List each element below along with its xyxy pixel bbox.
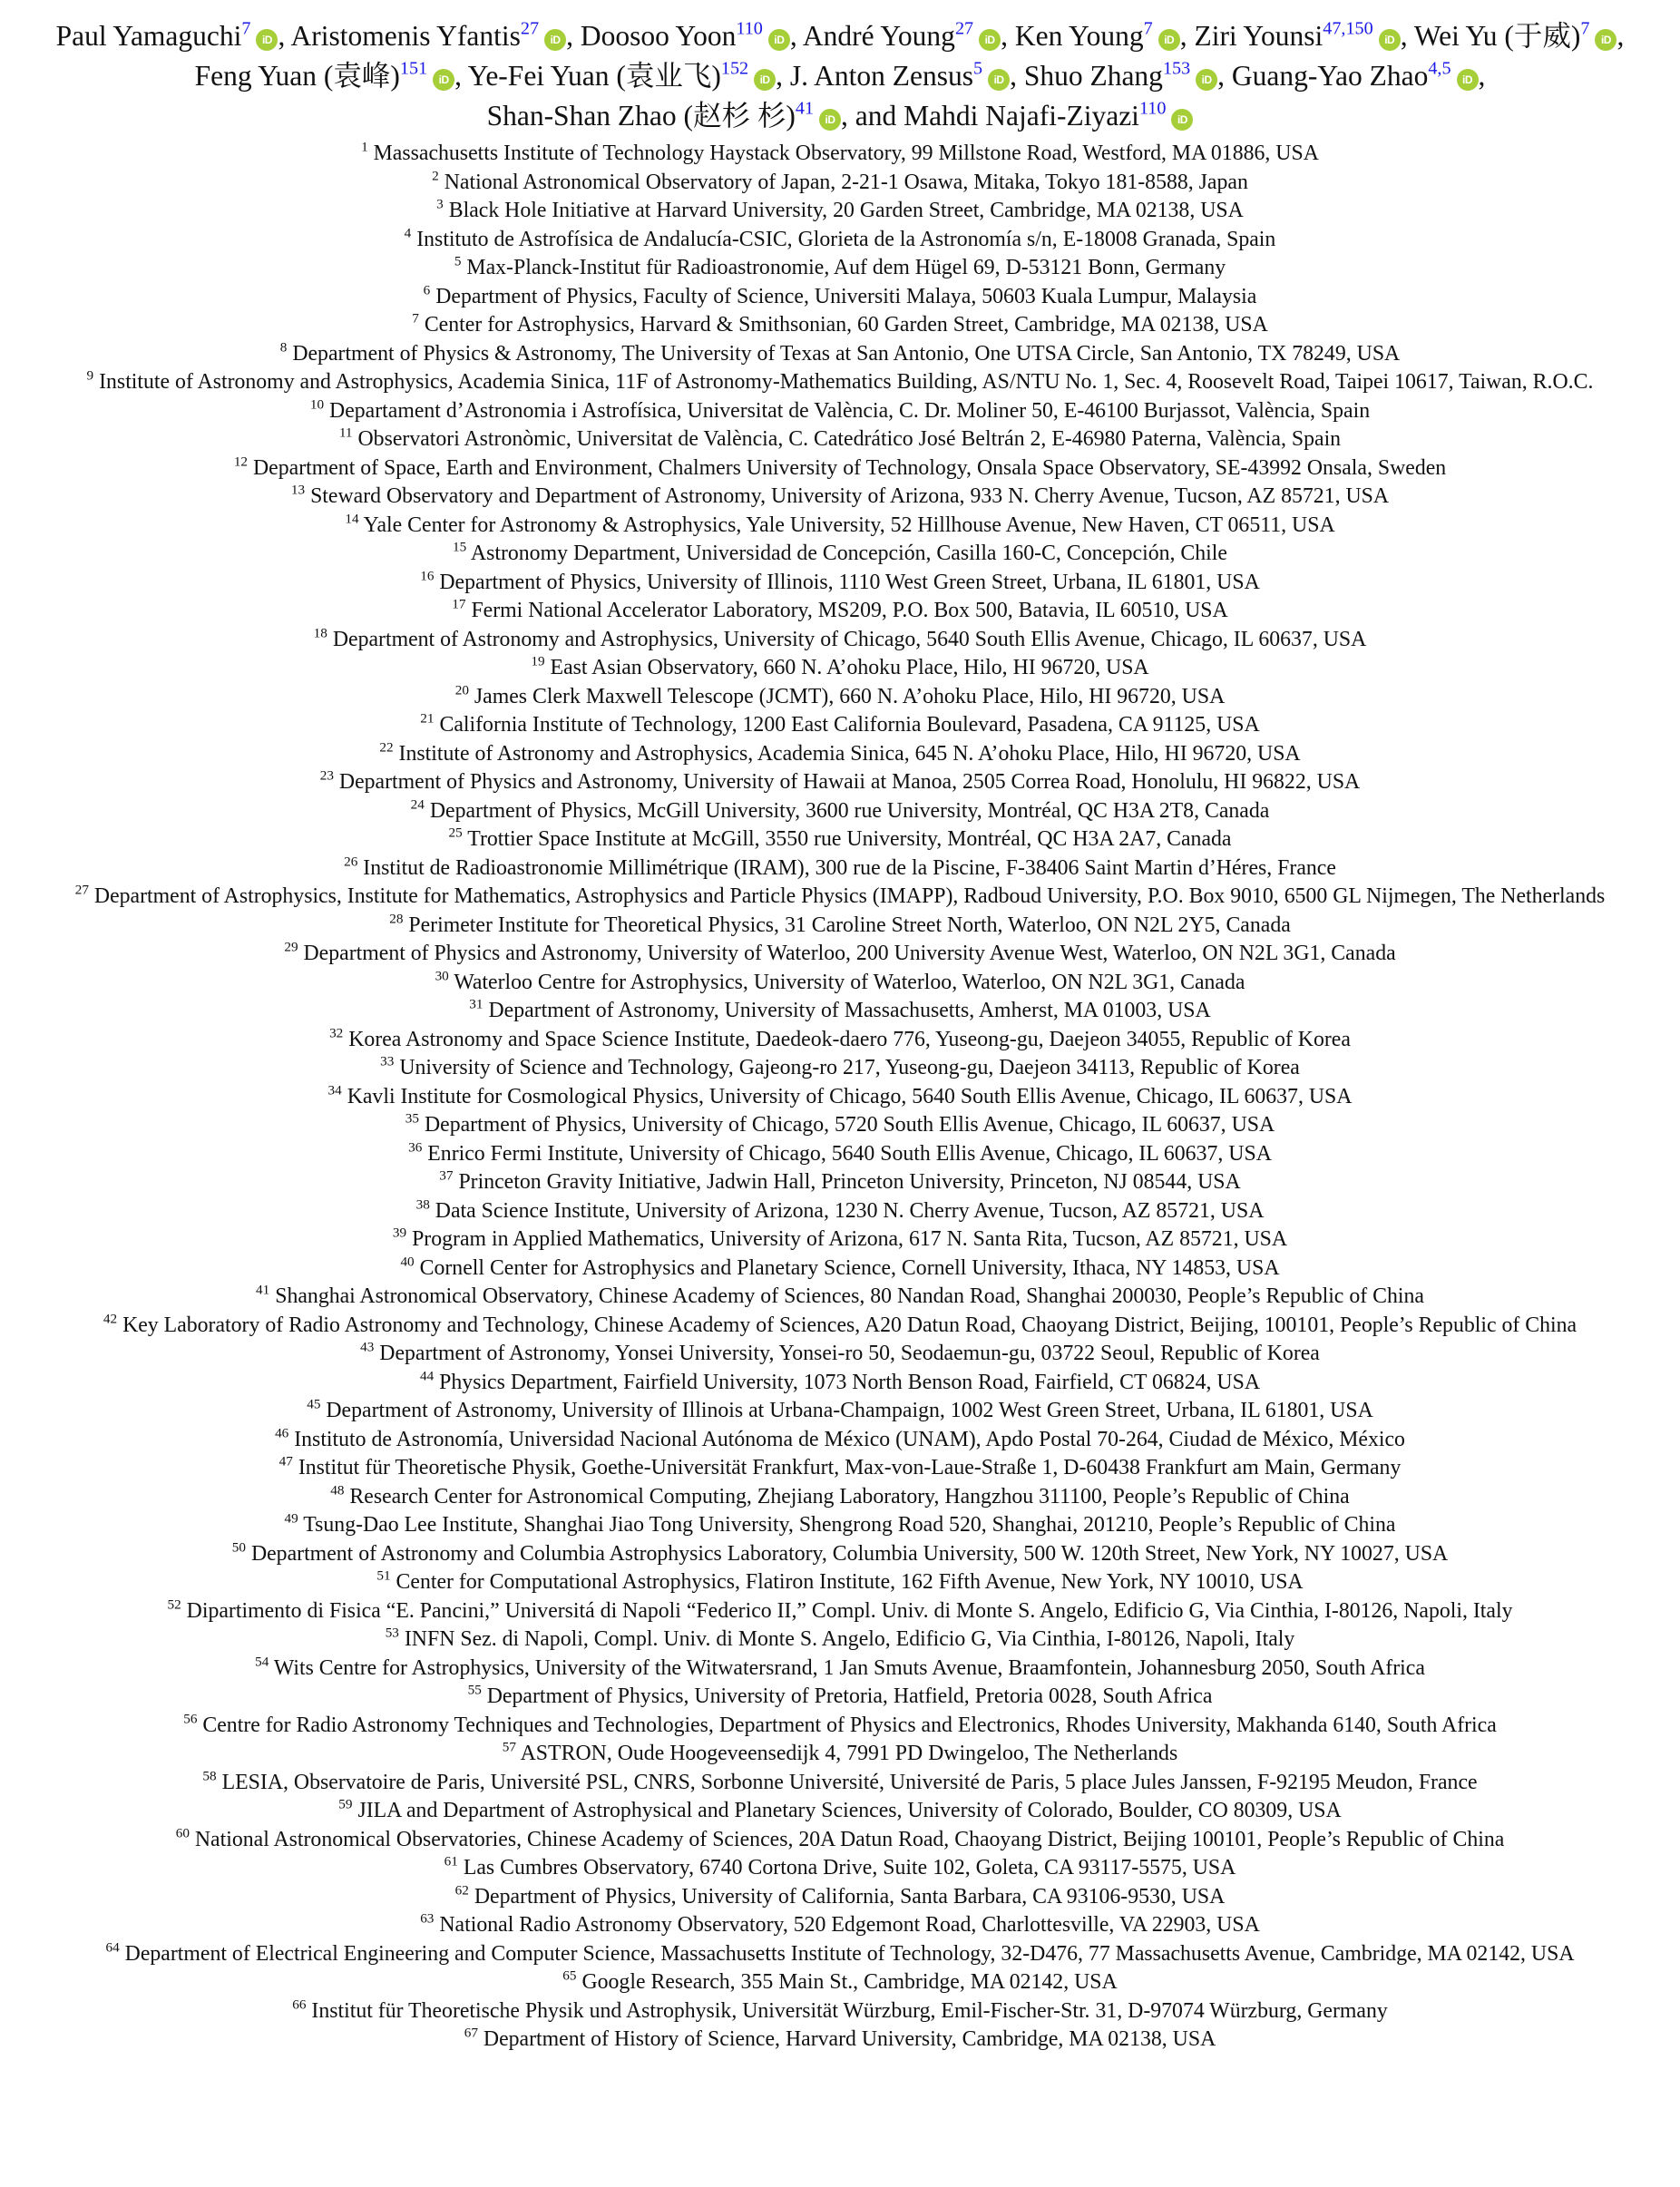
affiliation-number: 31 xyxy=(469,996,483,1012)
author-entry xyxy=(290,20,566,52)
affiliation-text: Department of Physics, McGill University, 3600 rue University, Montréal, QC H3A 2T8, Canada xyxy=(429,798,1270,823)
affiliation-item xyxy=(20,1997,1660,2026)
author-affiliation-link[interactable]: 152 xyxy=(720,58,749,79)
affiliation-item xyxy=(20,1826,1660,1855)
affiliation-item xyxy=(20,654,1660,683)
affiliation-text: Institut für Theoretische Physik, Goethe-Universität Frankfurt, Max-von-Laue-Straße 1, D-60438 Frankfurt am Main, Germany xyxy=(298,1456,1402,1479)
affiliation-text: Centre for Radio Astronomy Techniques and Technologies, Department of Physics and Electronics, Rhodes University, Makhanda 6140, South Africa xyxy=(202,1713,1497,1737)
affiliation-number: 45 xyxy=(307,1396,321,1412)
affiliation-text: Trottier Space Institute at McGill, 3550 rue University, Montréal, QC H3A 2A7, Canada xyxy=(467,827,1232,851)
affiliation-item xyxy=(20,1111,1660,1140)
affiliation-number: 54 xyxy=(255,1654,269,1670)
affiliation-text: Max-Planck-Institut für Radioastronomie, Auf dem Hügel 69, D-53121 Bonn, Germany xyxy=(466,256,1226,279)
affiliation-item xyxy=(20,1683,1660,1712)
affiliation-text: Research Center for Astronomical Computing, Zhejiang Laboratory, Hangzhou 311100, People’s Republic of China xyxy=(349,1484,1350,1508)
affiliation-item xyxy=(20,1940,1660,1969)
affiliation-number: 60 xyxy=(175,1825,190,1841)
author-name: Feng Yuan (袁峰) xyxy=(194,60,400,92)
affiliation-text: Fermi National Accelerator Laboratory, MS209, P.O. Box 500, Batavia, IL 60510, USA xyxy=(471,599,1228,622)
affiliation-number: 27 xyxy=(74,882,89,898)
orcid-icon[interactable]: iD xyxy=(433,69,454,91)
affiliation-text: Princeton Gravity Initiative, Jadwin Hall, Princeton University, Princeton, NJ 08544, USA xyxy=(458,1170,1241,1194)
affiliation-number: 1 xyxy=(361,139,368,155)
affiliation-number: 38 xyxy=(415,1196,430,1213)
affiliation-number: 52 xyxy=(167,1596,181,1613)
affiliation-item xyxy=(20,969,1660,998)
orcid-icon[interactable]: iD xyxy=(768,29,790,51)
affiliation-number: 14 xyxy=(345,511,359,527)
affiliation-item xyxy=(20,854,1660,884)
affiliation-item xyxy=(20,1225,1660,1255)
affiliation-item xyxy=(20,711,1660,740)
author-affiliation-link[interactable]: 5 xyxy=(972,58,983,79)
affiliation-number: 19 xyxy=(531,653,545,669)
affiliation-number: 4 xyxy=(404,225,412,241)
author-entry xyxy=(1414,20,1617,52)
affiliation-text: Department of Astrophysics, Institute for Mathematics, Astrophysics and Particle Physics (IMAPP), Radboud University, P.O. Box 9010, 6500 GL Nijmegen, The Netherlands xyxy=(93,884,1606,908)
affiliation-text: Steward Observatory and Department of Astronomy, University of Arizona, 933 N. Cherry Avenue, Tucson, AZ 85721, USA xyxy=(310,484,1390,508)
affiliation-number: 8 xyxy=(279,339,288,356)
author-affiliation-link[interactable]: 110 xyxy=(736,18,763,39)
affiliation-text: Waterloo Centre for Astrophysics, University of Waterloo, Waterloo, ON N2L 3G1, Canada xyxy=(454,970,1245,994)
affiliation-number: 6 xyxy=(423,282,431,298)
author-entry xyxy=(790,60,1010,92)
affiliation-number: 62 xyxy=(454,1882,469,1899)
affiliation-text: Institut für Theoretische Physik und Astrophysik, Universität Würzburg, Emil-Fischer-Str. 31, D-97074 Würzburg, Germany xyxy=(311,1998,1388,2023)
orcid-icon[interactable]: iD xyxy=(819,109,841,131)
affiliation-number: 9 xyxy=(86,367,94,384)
orcid-icon[interactable]: iD xyxy=(979,29,1001,51)
author-entry xyxy=(195,60,455,92)
affiliation-text: Department of Physics, University of California, Santa Barbara, CA 93106-9530, USA xyxy=(474,1884,1226,1909)
affiliation-text: University of Science and Technology, Gajeong-ro 217, Yuseong-gu, Daejeon 34113, Republic of Korea xyxy=(399,1056,1300,1079)
affiliation-item xyxy=(20,797,1660,826)
affiliation-number: 50 xyxy=(231,1539,246,1556)
affiliation-text: Department of Electrical Engineering and Computer Science, Massachusetts Institute of Technology, 32-D476, 77 Massachusetts Avenue, Cambridge, MA 02142, USA xyxy=(124,1941,1575,1966)
affiliation-text: Las Cumbres Observatory, 6740 Cortona Drive, Suite 102, Goleta, CA 93117-5575, USA xyxy=(463,1856,1236,1879)
author-affiliation-link[interactable]: 27 xyxy=(954,18,974,39)
affiliation-text: National Radio Astronomy Observatory, 520 Edgemont Road, Charlottesville, VA 22903, USA xyxy=(439,1913,1260,1937)
author-separator: , and xyxy=(841,100,904,132)
affiliation-number: 63 xyxy=(420,1910,435,1927)
affiliation-item xyxy=(20,197,1660,226)
affiliation-number: 44 xyxy=(419,1368,435,1384)
affiliation-item xyxy=(20,1797,1660,1826)
affiliation-item xyxy=(20,1026,1660,1055)
affiliation-item xyxy=(20,254,1660,283)
affiliation-text: Black Hole Initiative at Harvard University, 20 Garden Street, Cambridge, MA 02138, USA xyxy=(448,199,1244,222)
affiliation-item xyxy=(20,1083,1660,1112)
affiliation-text: National Astronomical Observatories, Chinese Academy of Sciences, 20A Datun Road, Chaoyang District, Beijing 100101, People’s Republic of China xyxy=(194,1827,1505,1851)
affiliation-text: Tsung-Dao Lee Institute, Shanghai Jiao Tong University, Shengrong Road 520, Shanghai, 201210, People’s Republic of China xyxy=(303,1513,1396,1537)
affiliation-text: Key Laboratory of Radio Astronomy and Technology, Chinese Academy of Sciences, A20 Datun Road, Chaoyang District, Beijing, 100101, People’s Republic of China xyxy=(122,1313,1577,1337)
affiliation-text: Department of Physics and Astronomy, University of Hawaii at Manoa, 2505 Correa Road, Honolulu, HI 96822, USA xyxy=(338,770,1361,794)
affiliation-item xyxy=(20,397,1660,426)
affiliation-text: Dipartimento di Fisica “E. Pancini,” Universitá di Napoli “Federico II,” Compl. Univ. di Monte S. Angelo, Edificio G, Via Cinthia, I-80126, Napoli, Italy xyxy=(186,1598,1513,1623)
affiliation-text: Department of History of Science, Harvard University, Cambridge, MA 02138, USA xyxy=(483,2027,1216,2051)
affiliation-text: Department of Physics, University of Pretoria, Hatfield, Pretoria 0028, South Africa xyxy=(486,1684,1213,1708)
author-affiliation-link[interactable]: 4,5 xyxy=(1428,58,1451,79)
affiliation-number: 29 xyxy=(284,939,298,955)
affiliation-number: 21 xyxy=(420,710,435,727)
affiliation-number: 64 xyxy=(105,1939,120,1956)
affiliation-number: 43 xyxy=(360,1339,375,1355)
affiliation-number: 17 xyxy=(452,596,466,612)
affiliation-number: 65 xyxy=(562,1967,577,1984)
affiliation-number: 61 xyxy=(444,1853,458,1870)
author-affiliation-link[interactable]: 151 xyxy=(399,58,428,79)
affiliation-number: 24 xyxy=(410,796,425,813)
affiliation-text: Institute of Astronomy and Astrophysics, Academia Sinica, 645 N. A’ohoku Place, Hilo, HI 96720, USA xyxy=(398,741,1301,766)
affiliation-item xyxy=(20,1568,1660,1597)
author-name: Mahdi Najafi-Ziyazi xyxy=(903,100,1139,132)
affiliation-text: Shanghai Astronomical Observatory, Chinese Academy of Sciences, 80 Nandan Road, Shanghai 200030, People’s Republic of China xyxy=(275,1284,1424,1308)
author-name: Shan-Shan Zhao (赵杉 杉) xyxy=(486,100,796,132)
author-affiliation-link[interactable]: 110 xyxy=(1138,98,1167,119)
affiliation-text: Center for Computational Astrophysics, Flatiron Institute, 162 Fifth Avenue, New York, NY 10010, USA xyxy=(396,1570,1304,1594)
affiliation-text: Departament d’Astronomia i Astrofísica, Universitat de València, C. Dr. Moliner 50, E-46100 Burjassot, València, Spain xyxy=(329,398,1371,423)
affiliation-number: 28 xyxy=(389,911,404,927)
affiliation-item xyxy=(20,997,1660,1026)
affiliation-item xyxy=(20,1968,1660,1997)
author-separator: , xyxy=(776,60,790,92)
affiliation-number: 36 xyxy=(408,1139,423,1156)
affiliation-text: Department of Physics, University of Chicago, 5720 South Ellis Avenue, Chicago, IL 60637, USA xyxy=(424,1113,1275,1137)
affiliation-text: Center for Astrophysics, Harvard & Smithsonian, 60 Garden Street, Cambridge, MA 02138, USA xyxy=(424,313,1268,337)
affiliation-item xyxy=(20,2026,1660,2055)
affiliation-item xyxy=(20,912,1660,941)
affiliation-item xyxy=(20,226,1660,255)
affiliation-list xyxy=(16,140,1664,2055)
orcid-icon[interactable]: iD xyxy=(988,69,1010,91)
author-name: Ye-Fei Yuan (袁业飞) xyxy=(467,60,721,92)
affiliation-item xyxy=(20,1369,1660,1398)
affiliation-item xyxy=(20,1911,1660,1940)
author-entry xyxy=(56,20,278,52)
author-separator: , xyxy=(278,20,291,52)
affiliation-item xyxy=(20,683,1660,712)
affiliation-item xyxy=(20,368,1660,397)
affiliation-text: Kavli Institute for Cosmological Physics, University of Chicago, 5640 South Ellis Avenue, Chicago, IL 60637, USA xyxy=(347,1084,1353,1108)
affiliation-text: Cornell Center for Astrophysics and Planetary Science, Cornell University, Ithaca, NY 14853, USA xyxy=(419,1255,1280,1280)
affiliation-item xyxy=(20,540,1660,569)
affiliation-item xyxy=(20,1197,1660,1226)
author-entry xyxy=(1015,20,1180,52)
author-entry xyxy=(903,100,1193,132)
affiliation-text: Department of Physics & Astronomy, The University of Texas at San Antonio, One UTSA Circle, San Antonio, TX 78249, USA xyxy=(292,341,1401,366)
author-separator: , xyxy=(1400,20,1414,52)
affiliation-text: Department of Astronomy, University of Illinois at Urbana-Champaign, 1002 West Green Street, Urbana, IL 61801, USA xyxy=(326,1399,1373,1422)
affiliation-text: East Asian Observatory, 660 N. A’ohoku Place, Hilo, HI 96720, USA xyxy=(550,656,1149,679)
author-affiliation-link[interactable]: 47,150 xyxy=(1323,18,1373,39)
affiliation-number: 67 xyxy=(464,2025,478,2041)
affiliation-item xyxy=(20,1712,1660,1741)
affiliation-number: 33 xyxy=(380,1053,395,1069)
affiliation-item xyxy=(20,825,1660,854)
affiliation-item xyxy=(20,883,1660,912)
affiliation-item xyxy=(20,1312,1660,1341)
affiliation-number: 46 xyxy=(275,1425,289,1441)
affiliation-text: Observatori Astronòmic, Universitat de València, C. Catedrático José Beltrán 2, E-46980 Paterna, València, Spain xyxy=(357,427,1342,451)
affiliation-text: Department of Physics, University of Illinois, 1110 West Green Street, Urbana, IL 61801, USA xyxy=(439,570,1260,594)
orcid-icon[interactable]: iD xyxy=(1379,29,1401,51)
affiliation-item xyxy=(20,1054,1660,1083)
author-entry xyxy=(487,100,841,132)
author-separator: , xyxy=(566,20,581,52)
author-entry xyxy=(468,60,776,92)
affiliation-item xyxy=(20,1740,1660,1769)
affiliation-number: 15 xyxy=(453,539,467,555)
affiliation-item xyxy=(20,483,1660,512)
affiliation-text: Massachusetts Institute of Technology Haystack Observatory, 99 Millstone Road, Westford, MA 01886, USA xyxy=(373,142,1319,165)
affiliation-text: Korea Astronomy and Space Science Institute, Daedeok-daero 776, Yuseong-gu, Daejeon 34055, Republic of Korea xyxy=(348,1027,1351,1051)
author-separator: , xyxy=(1617,20,1625,52)
affiliation-number: 34 xyxy=(327,1082,342,1098)
author-affiliation-link[interactable]: 7 xyxy=(241,18,251,39)
affiliation-number: 58 xyxy=(202,1768,217,1784)
affiliation-number: 59 xyxy=(338,1796,353,1812)
affiliation-item xyxy=(20,1454,1660,1483)
author-separator: , xyxy=(1010,60,1024,92)
affiliation-text: Program in Applied Mathematics, University of Arizona, 617 N. Santa Rita, Tucson, AZ 85721, USA xyxy=(412,1227,1288,1251)
affiliation-number: 66 xyxy=(292,1997,307,2013)
affiliation-number: 2 xyxy=(432,168,439,184)
author-separator: , xyxy=(1217,60,1232,92)
affiliation-text: Physics Department, Fairfield University, 1073 North Benson Road, Fairfield, CT 06824, USA xyxy=(439,1370,1261,1394)
orcid-icon[interactable]: iD xyxy=(754,69,776,91)
affiliation-text: Yale Center for Astronomy & Astrophysics, Yale University, 52 Hillhouse Avenue, New Haven, CT 06511, USA xyxy=(363,513,1335,537)
affiliation-number: 16 xyxy=(420,568,435,584)
orcid-icon[interactable]: iD xyxy=(544,29,566,51)
author-name: Ziri Younsi xyxy=(1194,20,1323,52)
affiliation-text: Data Science Institute, University of Arizona, 1230 N. Cherry Avenue, Tucson, AZ 85721, USA xyxy=(435,1198,1265,1223)
affiliation-text: Department of Astronomy and Columbia Astrophysics Laboratory, Columbia University, 500 W. 120th Street, New York, NY 10027, USA xyxy=(250,1541,1449,1566)
affiliation-number: 41 xyxy=(256,1282,270,1298)
affiliation-item xyxy=(20,768,1660,797)
affiliation-item xyxy=(20,1883,1660,1912)
orcid-icon[interactable]: iD xyxy=(1196,69,1217,91)
author-name: André Young xyxy=(802,20,955,52)
affiliation-item xyxy=(20,1140,1660,1169)
affiliation-number: 11 xyxy=(338,425,353,441)
author-entry xyxy=(803,20,1001,52)
affiliation-text: National Astronomical Observatory of Japan, 2-21-1 Osawa, Mitaka, Tokyo 181-8588, Japan xyxy=(444,170,1248,194)
author-separator: , xyxy=(1001,20,1015,52)
author-name: Paul Yamaguchi xyxy=(55,20,242,52)
author-name: Aristomenis Yfantis xyxy=(290,20,521,52)
author-name: Guang-Yao Zhao xyxy=(1231,60,1429,92)
affiliation-number: 18 xyxy=(313,625,327,641)
affiliation-text: ASTRON, Oude Hoogeveensedijk 4, 7991 PD Dwingeloo, The Netherlands xyxy=(520,1742,1178,1765)
affiliation-number: 57 xyxy=(502,1739,516,1755)
affiliation-number: 32 xyxy=(329,1025,344,1041)
orcid-icon[interactable]: iD xyxy=(1171,109,1193,131)
affiliation-item xyxy=(20,940,1660,969)
affiliation-number: 42 xyxy=(103,1311,118,1327)
affiliation-item xyxy=(20,311,1660,340)
author-entry xyxy=(1024,60,1217,92)
author-name: J. Anton Zensus xyxy=(789,60,973,92)
affiliation-number: 13 xyxy=(290,482,306,498)
author-list xyxy=(16,16,1664,136)
affiliation-text: Instituto de Astronomía, Universidad Nacional Autónoma de México (UNAM), Apdo Postal 70-264, Ciudad de México, México xyxy=(294,1427,1405,1451)
author-affiliation-link[interactable]: 7 xyxy=(1580,18,1590,39)
affiliation-item xyxy=(20,597,1660,626)
affiliation-number: 47 xyxy=(278,1453,293,1469)
affiliation-number: 10 xyxy=(309,396,325,413)
affiliation-item xyxy=(20,425,1660,454)
author-affiliation-link[interactable]: 41 xyxy=(795,98,815,119)
author-entry xyxy=(581,20,790,52)
affiliation-text: Department of Astronomy, Yonsei University, Yonsei-ro 50, Seodaemun-gu, 03722 Seoul, Republic of Korea xyxy=(379,1342,1320,1365)
affiliation-item xyxy=(20,283,1660,312)
affiliation-item xyxy=(20,740,1660,769)
orcid-icon[interactable]: iD xyxy=(1595,29,1617,51)
affiliation-item xyxy=(20,1626,1660,1655)
author-name: Ken Young xyxy=(1014,20,1144,52)
author-entry xyxy=(1232,60,1479,92)
affiliation-item xyxy=(20,169,1660,198)
affiliation-item xyxy=(20,340,1660,369)
affiliation-number: 48 xyxy=(330,1482,345,1499)
affiliation-text: Enrico Fermi Institute, University of Chicago, 5640 South Ellis Avenue, Chicago, IL 60637, USA xyxy=(427,1141,1272,1166)
orcid-icon[interactable]: iD xyxy=(1457,69,1479,91)
affiliation-number: 56 xyxy=(183,1711,198,1727)
affiliation-item xyxy=(20,1511,1660,1540)
author-affiliation-link[interactable]: 27 xyxy=(520,18,540,39)
affiliation-item xyxy=(20,626,1660,655)
affiliation-text: California Institute of Technology, 1200 East California Boulevard, Pasadena, CA 91125, USA xyxy=(439,713,1260,737)
affiliation-item xyxy=(20,1769,1660,1798)
affiliation-number: 3 xyxy=(436,196,444,212)
affiliation-number: 23 xyxy=(319,767,334,784)
affiliation-number: 49 xyxy=(284,1510,298,1527)
author-name: Doosoo Yoon xyxy=(580,20,737,52)
author-separator: , xyxy=(789,20,803,52)
affiliation-text: Instituto de Astrofísica de Andalucía-CSIC, Glorieta de la Astronomía s/n, E-18008 Granada, Spain xyxy=(416,227,1276,251)
affiliation-number: 40 xyxy=(400,1254,415,1270)
author-separator: , xyxy=(454,60,468,92)
affiliation-item xyxy=(20,1255,1660,1284)
affiliation-number: 12 xyxy=(233,454,249,470)
affiliation-item xyxy=(20,1597,1660,1626)
orcid-icon[interactable]: iD xyxy=(1158,29,1180,51)
affiliation-item xyxy=(20,1655,1660,1684)
affiliation-item xyxy=(20,1397,1660,1426)
affiliation-item xyxy=(20,454,1660,483)
affiliation-item xyxy=(20,140,1660,169)
affiliation-text: Institute of Astronomy and Astrophysics, Academia Sinica, 11F of Astronomy-Mathematics Building, AS/NTU No. 1, Sec. 4, Roosevelt Road, Taipei 10617, Taiwan, R.O.C. xyxy=(99,370,1594,394)
author-affiliation-link[interactable]: 7 xyxy=(1143,18,1153,39)
orcid-icon[interactable]: iD xyxy=(256,29,278,51)
affiliation-text: Astronomy Department, Universidad de Concepción, Casilla 160-C, Concepción, Chile xyxy=(470,542,1227,565)
affiliation-number: 30 xyxy=(435,968,449,984)
author-name: Shuo Zhang xyxy=(1023,60,1163,92)
affiliation-item xyxy=(20,1483,1660,1512)
author-affiliation-link[interactable]: 153 xyxy=(1162,58,1191,79)
affiliation-item xyxy=(20,1168,1660,1197)
affiliation-number: 25 xyxy=(448,825,463,841)
affiliation-text: James Clerk Maxwell Telescope (JCMT), 660 N. A’ohoku Place, Hilo, HI 96720, USA xyxy=(474,684,1226,708)
affiliation-text: Institut de Radioastronomie Millimétrique (IRAM), 300 rue de la Piscine, F-38406 Saint Martin d’Héres, France xyxy=(363,855,1336,880)
affiliation-text: Google Research, 355 Main St., Cambridge, MA 02142, USA xyxy=(581,1970,1118,1994)
affiliation-number: 35 xyxy=(405,1110,420,1127)
affiliation-number: 39 xyxy=(392,1225,407,1241)
affiliation-item xyxy=(20,1854,1660,1883)
affiliation-number: 26 xyxy=(344,854,358,870)
affiliation-number: 22 xyxy=(379,739,394,756)
affiliation-text: JILA and Department of Astrophysical and Planetary Sciences, University of Colorado, Boulder, CO 80309, USA xyxy=(357,1799,1342,1822)
affiliation-text: Department of Physics, Faculty of Science, Universiti Malaya, 50603 Kuala Lumpur, Malaysia xyxy=(435,284,1257,308)
author-entry xyxy=(1194,20,1400,52)
affiliation-item xyxy=(20,1540,1660,1569)
affiliation-text: Department of Space, Earth and Environment, Chalmers University of Technology, Onsala Space Observatory, SE-43992 Onsala, Sweden xyxy=(252,455,1447,480)
author-separator: , xyxy=(1179,20,1195,52)
affiliation-item xyxy=(20,512,1660,541)
affiliation-number: 5 xyxy=(454,253,462,269)
affiliation-number: 7 xyxy=(412,310,419,327)
affiliation-text: LESIA, Observatoire de Paris, Université PSL, CNRS, Sorbonne Université, Université de Paris, 5 place Jules Janssen, F-92195 Meudon, France xyxy=(221,1770,1478,1794)
affiliation-item xyxy=(20,1340,1660,1369)
affiliation-item xyxy=(20,1426,1660,1455)
affiliation-text: INFN Sez. di Napoli, Compl. Univ. di Monte S. Angelo, Edificio G, Via Cinthia, I-80126, Napoli, Italy xyxy=(404,1627,1295,1651)
affiliation-number: 55 xyxy=(467,1682,482,1698)
affiliation-number: 37 xyxy=(439,1167,454,1184)
affiliation-text: Department of Astronomy and Astrophysics, University of Chicago, 5640 South Ellis Avenue, Chicago, IL 60637, USA xyxy=(332,627,1367,651)
affiliation-number: 20 xyxy=(454,682,469,698)
affiliation-text: Department of Astronomy, University of Massachusetts, Amherst, MA 01003, USA xyxy=(488,999,1211,1022)
affiliation-text: Wits Centre for Astrophysics, University of the Witwatersrand, 1 Jan Smuts Avenue, Braamfontein, Johannesburg 2050, South Africa xyxy=(273,1655,1425,1680)
author-name: Wei Yu (于威) xyxy=(1413,20,1581,52)
affiliation-text: Perimeter Institute for Theoretical Physics, 31 Caroline Street North, Waterloo, ON N2L 2Y5, Canada xyxy=(408,913,1291,937)
author-separator: , xyxy=(1478,60,1486,92)
affiliation-item xyxy=(20,1283,1660,1312)
affiliation-number: 51 xyxy=(376,1567,391,1584)
affiliation-text: Department of Physics and Astronomy, University of Waterloo, 200 University Avenue West, Waterloo, ON N2L 3G1, Canada xyxy=(303,942,1396,965)
affiliation-item xyxy=(20,569,1660,598)
affiliation-number: 53 xyxy=(385,1625,399,1641)
